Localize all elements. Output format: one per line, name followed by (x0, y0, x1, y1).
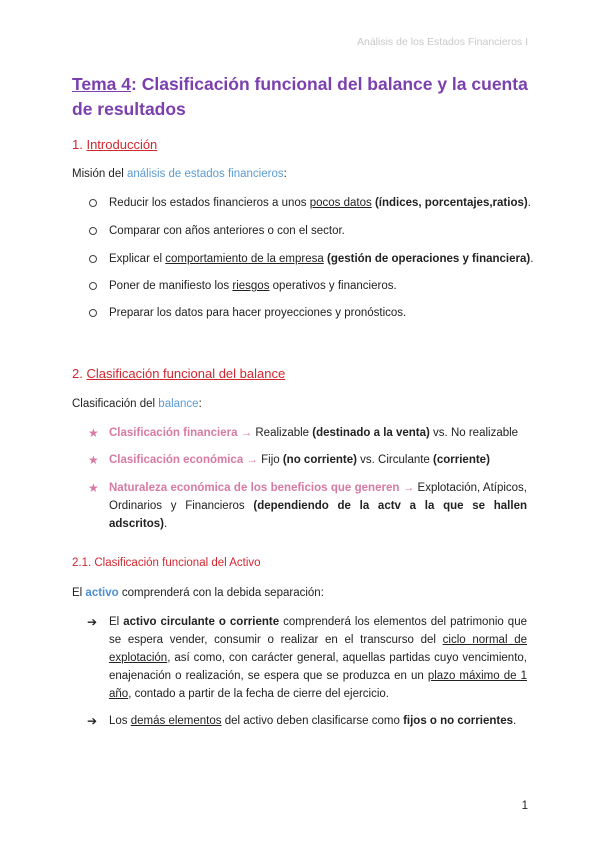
circle-bullet-icon (89, 282, 97, 290)
section-1-heading (72, 137, 157, 152)
list-item (109, 222, 345, 240)
item-text: Explicar el (109, 253, 166, 265)
page-number: 1 (521, 800, 528, 812)
list-item (88, 479, 527, 533)
section-2-number: 2. (72, 366, 87, 381)
arrow-right-icon: ➔ (87, 714, 98, 728)
item-text: Fijo (257, 454, 283, 466)
intro-text: Clasificación del (72, 398, 159, 410)
section-1-intro (72, 165, 287, 183)
item-underline: demás elementos (130, 715, 222, 727)
circle-bullet-icon (89, 309, 97, 317)
item-text: Preparar los datos para hacer proyecciones y pronósticos. (109, 307, 407, 319)
item-text: Los (109, 715, 131, 727)
item-text: vs. No realizable (429, 427, 519, 439)
item-text: vs. Circulante (356, 454, 434, 466)
item-highlight: Clasificación financiera → (109, 427, 253, 439)
subsection-intro (72, 584, 324, 602)
intro-colon: : (198, 398, 202, 410)
list-item (109, 194, 531, 212)
subsection-heading: 2.1. Clasificación funcional del Activo (72, 557, 261, 569)
item-text: comprenderá los elementos del patrimonio que se espera vender, consumir o realizar en el transcurso del (109, 616, 527, 646)
item-highlight: Naturaleza económica de los beneficios que generen → (109, 482, 415, 494)
title-rest: : Clasificación funcional del balance y la cuenta de resultados (72, 74, 528, 119)
list-item (109, 277, 397, 295)
list-item (87, 712, 517, 730)
item-text: Reducir los estados financieros a unos (109, 197, 310, 209)
intro-colon: : (283, 168, 287, 180)
item-bold: activo circulante o corriente (123, 616, 280, 628)
item-bold: (dependiendo de la actv a la que se hallen adscritos) (109, 500, 527, 530)
list-item (87, 613, 528, 703)
star-icon: ★ (88, 481, 99, 495)
item-highlight: Clasificación económica → (109, 454, 258, 466)
page-title (72, 72, 532, 122)
intro-text: El (72, 587, 86, 599)
item-underline: riesgos (232, 280, 270, 292)
item-text: Comparar con años anteriores o con el sector. (109, 225, 345, 237)
circle-bullet-icon (89, 199, 97, 207)
intro-text: Misión del (72, 168, 127, 180)
intro-highlight: balance (158, 398, 199, 410)
item-text: Poner de manifiesto los (109, 280, 233, 292)
star-icon: ★ (88, 426, 99, 440)
item-bold: (corriente) (433, 454, 490, 466)
intro-highlight: análisis de estados financieros (126, 168, 284, 180)
circle-bullet-icon (89, 227, 97, 235)
list-item (88, 424, 519, 442)
item-bold: (gestión de operaciones y financiera) (326, 253, 531, 265)
section-2-intro (72, 395, 202, 413)
list-item (88, 451, 490, 469)
section-1-number: 1. (72, 137, 87, 152)
item-text: , contado a partir de la fecha de cierre del ejercicio. (128, 688, 389, 700)
list-item (109, 250, 533, 268)
item-bold: (índices, porcentajes,ratios) (374, 197, 528, 209)
item-text: . (527, 197, 531, 209)
item-underline: ciclo normal de explotación (109, 634, 528, 664)
item-underline: comportamiento de la empresa (165, 253, 324, 265)
intro-highlight: activo (85, 587, 119, 599)
item-text: Realizable (252, 427, 313, 439)
section-2-heading (72, 366, 285, 381)
item-text: . (530, 253, 534, 265)
item-text: . (163, 518, 168, 530)
star-icon: ★ (88, 453, 99, 467)
item-text: . (513, 715, 517, 727)
item-bold: (no corriente) (282, 454, 357, 466)
item-underline: pocos datos (309, 197, 372, 209)
list-item (109, 304, 406, 322)
running-header: Análisis de los Estados Financieros I (357, 36, 528, 48)
intro-text: comprenderá con la debida separación: (118, 587, 324, 599)
section-1-title: Introducción (86, 137, 158, 152)
section-2-title: Clasificación funcional del balance (86, 366, 286, 381)
item-underline: plazo máximo de 1 año (109, 670, 527, 700)
arrow-right-icon: ➔ (87, 615, 98, 629)
item-text: del activo deben clasificarse como (221, 715, 404, 727)
item-text: El (109, 616, 124, 628)
item-text: Explotación, Atípicos, Ordinarios y Financieros (109, 482, 527, 512)
item-bold: fijos o no corrientes (403, 715, 513, 727)
item-text: , así como, con carácter general, aquellas partidas cuyo vencimiento, enajenación o realización, se espera que se produzca en un (109, 652, 527, 682)
circle-bullet-icon (89, 255, 97, 263)
item-bold: (destinado a la venta) (312, 427, 430, 439)
title-prefix: Tema 4 (72, 74, 132, 94)
item-text: operativos y financieros. (269, 280, 397, 292)
